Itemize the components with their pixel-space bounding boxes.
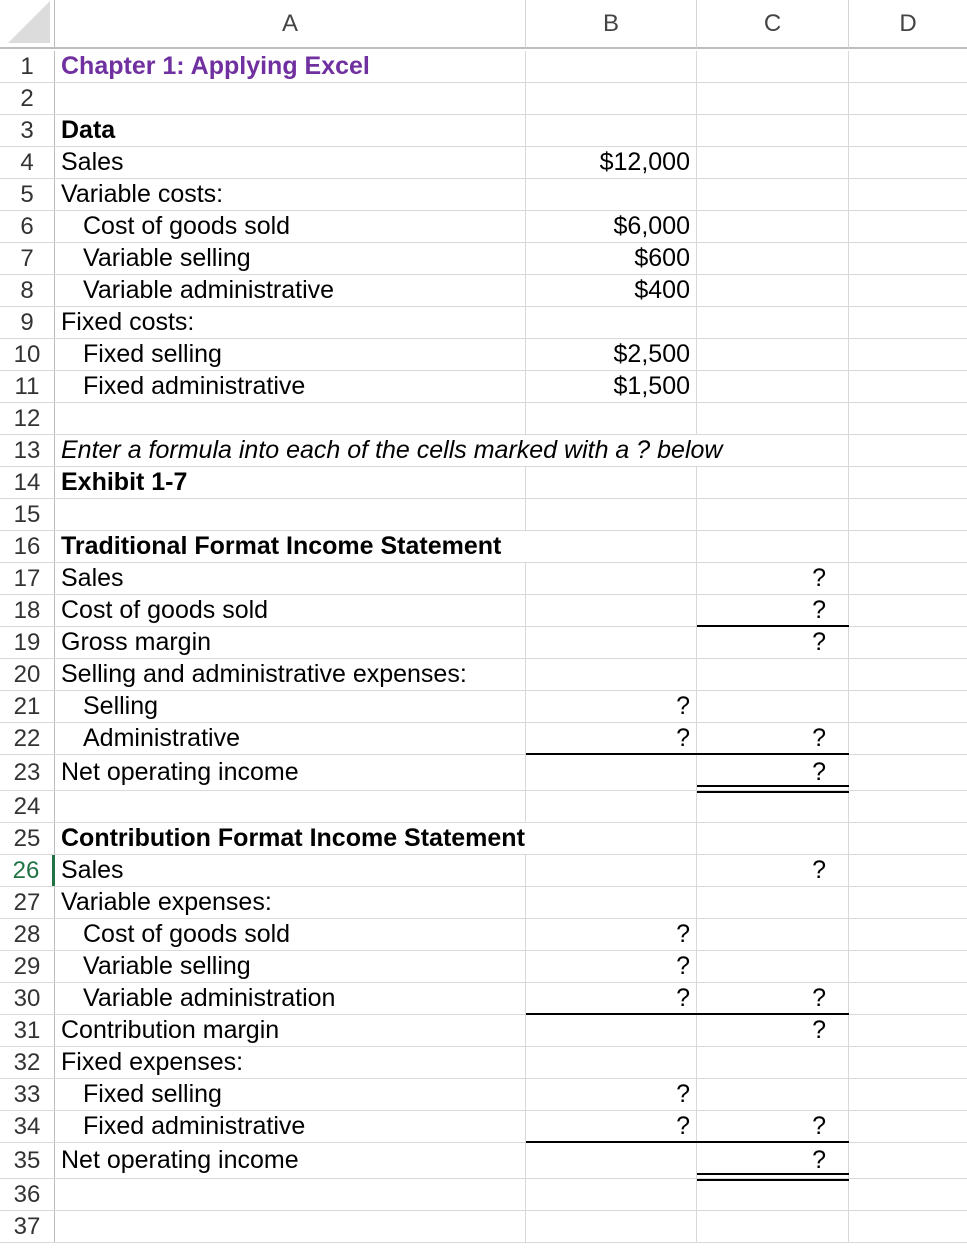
cell-c21[interactable] <box>697 691 849 722</box>
row-header-24[interactable]: 24 <box>0 791 55 822</box>
cell-c12[interactable] <box>697 403 849 434</box>
cell-b28[interactable]: ? <box>526 919 697 950</box>
sheet-row-12 <box>0 403 967 435</box>
cell-d26[interactable] <box>849 855 967 886</box>
cell-b34[interactable]: ? <box>526 1111 697 1142</box>
cell-c20[interactable] <box>697 659 849 690</box>
row-header-36[interactable]: 36 <box>0 1179 55 1210</box>
cell-d12[interactable] <box>849 403 967 434</box>
row-header-23[interactable]: 23 <box>0 755 55 790</box>
row-header-9[interactable]: 9 <box>0 307 55 338</box>
row-header-25[interactable]: 25 <box>0 823 55 854</box>
cell-c1[interactable] <box>697 51 849 82</box>
sheet-row-9 <box>0 307 967 339</box>
cell-b4[interactable]: $12,000 <box>526 147 697 178</box>
cell-b19[interactable] <box>526 627 697 658</box>
cell-a6[interactable]: Cost of goods sold <box>55 211 526 242</box>
cell-b1[interactable] <box>526 51 697 82</box>
cell-a24[interactable] <box>55 791 526 822</box>
cell-b32[interactable] <box>526 1047 697 1078</box>
cell-b5[interactable] <box>526 179 697 210</box>
sheet-row-8 <box>0 275 967 307</box>
cell-b18[interactable] <box>526 595 697 626</box>
cell-a21[interactable]: Selling <box>55 691 526 722</box>
cell-a2[interactable] <box>55 83 526 114</box>
sheet-row-27 <box>0 887 967 919</box>
sheet-row-18 <box>0 595 967 627</box>
cell-a25[interactable]: Contribution Format Income Statement <box>61 824 525 852</box>
cell-c18[interactable]: ? <box>697 595 849 626</box>
row-header-30[interactable]: 30 <box>0 983 55 1014</box>
sheet-row-31 <box>0 1015 967 1047</box>
cell-b17[interactable] <box>526 563 697 594</box>
cell-a8[interactable]: Variable administrative <box>55 275 526 306</box>
cell-b26[interactable] <box>526 855 697 886</box>
cell-a29[interactable]: Variable selling <box>55 951 526 982</box>
cell-d3[interactable] <box>849 115 967 146</box>
cell-c36[interactable] <box>697 1179 849 1210</box>
cell-b3[interactable] <box>526 115 697 146</box>
cell-d27[interactable] <box>849 887 967 918</box>
cell-c37[interactable] <box>697 1211 849 1242</box>
cell-c6[interactable] <box>697 211 849 242</box>
cell-c30[interactable]: ? <box>697 983 849 1014</box>
cell-d16[interactable] <box>849 531 967 562</box>
row-header-34[interactable]: 34 <box>0 1111 55 1142</box>
row-header-21[interactable]: 21 <box>0 691 55 722</box>
cell-b15[interactable] <box>526 499 697 530</box>
double-underline-c35 <box>697 1173 849 1181</box>
sheet-row-4 <box>0 147 967 179</box>
row-header-14[interactable]: 14 <box>0 467 55 498</box>
sheet-row-24 <box>0 791 967 823</box>
row-header-19[interactable]: 19 <box>0 627 55 658</box>
cell-a5[interactable]: Variable costs: <box>55 179 526 210</box>
cell-a1[interactable]: Chapter 1: Applying Excel <box>55 51 526 82</box>
cell-c29[interactable] <box>697 951 849 982</box>
cell-c17[interactable]: ? <box>697 563 849 594</box>
cell-a36[interactable] <box>55 1179 526 1210</box>
underline-b34 <box>526 1141 697 1143</box>
cell-a30[interactable]: Variable administration <box>55 983 526 1014</box>
row-header-26[interactable]: 26 <box>0 855 55 886</box>
row-header-28[interactable]: 28 <box>0 919 55 950</box>
cell-c5[interactable] <box>697 179 849 210</box>
cell-c15[interactable] <box>697 499 849 530</box>
row-header-37[interactable]: 37 <box>0 1211 55 1242</box>
cell-d32[interactable] <box>849 1047 967 1078</box>
sheet-row-15 <box>0 499 967 531</box>
cell-b27[interactable] <box>526 887 697 918</box>
cell-d20[interactable] <box>849 659 967 690</box>
underline-c22 <box>697 753 849 755</box>
sheet-row-16 <box>0 531 967 563</box>
cell-c10[interactable] <box>697 339 849 370</box>
cell-c27[interactable] <box>697 887 849 918</box>
sheet-row-22 <box>0 723 967 755</box>
row-header-11[interactable]: 11 <box>0 371 55 402</box>
underline-c34 <box>697 1141 849 1143</box>
cell-d14[interactable] <box>849 467 967 498</box>
cell-d6[interactable] <box>849 211 967 242</box>
cell-d35[interactable] <box>849 1143 967 1178</box>
cell-c14[interactable] <box>697 467 849 498</box>
row-header-33[interactable]: 33 <box>0 1079 55 1110</box>
row-header-6[interactable]: 6 <box>0 211 55 242</box>
cell-c4[interactable] <box>697 147 849 178</box>
underline-c30 <box>697 1013 849 1015</box>
cell-a23[interactable]: Net operating income <box>55 755 526 790</box>
cell-b2[interactable] <box>526 83 697 114</box>
cell-a20[interactable]: Selling and administrative expenses: <box>55 659 526 690</box>
sheet-row-37 <box>0 1211 967 1243</box>
underline-b22 <box>526 753 697 755</box>
cell-d24[interactable] <box>849 791 967 822</box>
cell-c19[interactable]: ? <box>697 627 849 658</box>
cell-c31[interactable]: ? <box>697 1015 849 1046</box>
cell-b14[interactable] <box>526 467 697 498</box>
sheet-row-7 <box>0 243 967 275</box>
cell-c25[interactable] <box>697 823 849 854</box>
cell-a12[interactable] <box>55 403 526 434</box>
cell-d36[interactable] <box>849 1179 967 1210</box>
sheet-row-10 <box>0 339 967 371</box>
cell-a32[interactable]: Fixed expenses: <box>55 1047 526 1078</box>
cell-c16[interactable] <box>697 531 849 562</box>
sheet-row-32 <box>0 1047 967 1079</box>
cell-a17[interactable]: Sales <box>55 563 526 594</box>
cell-b10[interactable]: $2,500 <box>526 339 697 370</box>
cell-b29[interactable]: ? <box>526 951 697 982</box>
sheet-row-14 <box>0 467 967 499</box>
cell-a15[interactable] <box>55 499 526 530</box>
cell-d22[interactable] <box>849 723 967 754</box>
column-header-d[interactable]: D <box>849 0 967 49</box>
row-header-20[interactable]: 20 <box>0 659 55 690</box>
sheet-row-30 <box>0 983 967 1015</box>
cell-b24[interactable] <box>526 791 697 822</box>
column-header-a[interactable]: A <box>55 0 526 49</box>
cell-b6[interactable]: $6,000 <box>526 211 697 242</box>
cell-d31[interactable] <box>849 1015 967 1046</box>
cell-c3[interactable] <box>697 115 849 146</box>
cell-a16[interactable]: Traditional Format Income Statement <box>61 532 502 560</box>
row-header-10[interactable]: 10 <box>0 339 55 370</box>
underline-b30 <box>526 1013 697 1015</box>
select-all-icon <box>8 1 50 43</box>
sheet-row-19 <box>0 627 967 659</box>
row-header-22[interactable]: 22 <box>0 723 55 754</box>
sheet-row-29 <box>0 951 967 983</box>
cell-b9[interactable] <box>526 307 697 338</box>
row-header-35[interactable]: 35 <box>0 1143 55 1178</box>
underline-c18 <box>697 625 849 627</box>
cell-d21[interactable] <box>849 691 967 722</box>
sheet-row-11 <box>0 371 967 403</box>
cell-a28[interactable]: Cost of goods sold <box>55 919 526 950</box>
sheet-row-6 <box>0 211 967 243</box>
row-header-5[interactable]: 5 <box>0 179 55 210</box>
cell-d23[interactable] <box>849 755 967 790</box>
cell-c11[interactable] <box>697 371 849 402</box>
cell-d28[interactable] <box>849 919 967 950</box>
cell-b7[interactable]: $600 <box>526 243 697 274</box>
cell-c22[interactable]: ? <box>697 723 849 754</box>
row-header-4[interactable]: 4 <box>0 147 55 178</box>
cell-a26[interactable]: Sales <box>55 855 526 886</box>
cell-d30[interactable] <box>849 983 967 1014</box>
sheet-row-2 <box>0 83 967 115</box>
double-underline-c23 <box>697 785 849 793</box>
cell-b8[interactable]: $400 <box>526 275 697 306</box>
sheet-row-26 <box>0 855 967 887</box>
cell-c26[interactable]: ? <box>697 855 849 886</box>
cell-d10[interactable] <box>849 339 967 370</box>
cell-d7[interactable] <box>849 243 967 274</box>
cell-a3[interactable]: Data <box>55 115 526 146</box>
cell-d19[interactable] <box>849 627 967 658</box>
cell-d37[interactable] <box>849 1211 967 1242</box>
cell-d11[interactable] <box>849 371 967 402</box>
cell-a31[interactable]: Contribution margin <box>55 1015 526 1046</box>
cell-b36[interactable] <box>526 1179 697 1210</box>
row-header-16[interactable]: 16 <box>0 531 55 562</box>
row-header-1[interactable]: 1 <box>0 51 55 82</box>
row-header-7[interactable]: 7 <box>0 243 55 274</box>
cell-c28[interactable] <box>697 919 849 950</box>
row-header-13[interactable]: 13 <box>0 435 55 466</box>
cell-a7[interactable]: Variable selling <box>55 243 526 274</box>
cell-d8[interactable] <box>849 275 967 306</box>
cell-d17[interactable] <box>849 563 967 594</box>
cell-d1[interactable] <box>849 51 967 82</box>
cell-c35[interactable]: ? <box>697 1143 849 1178</box>
row-header-31[interactable]: 31 <box>0 1015 55 1046</box>
cell-b20[interactable] <box>526 659 697 690</box>
cell-d15[interactable] <box>849 499 967 530</box>
column-header-b[interactable]: B <box>526 0 697 49</box>
sheet-row-13 <box>0 435 967 467</box>
cell-d33[interactable] <box>849 1079 967 1110</box>
cell-d34[interactable] <box>849 1111 967 1142</box>
sheet-row-36 <box>0 1179 967 1211</box>
row-header-32[interactable]: 32 <box>0 1047 55 1078</box>
sheet-row-21 <box>0 691 967 723</box>
cell-a22[interactable]: Administrative <box>55 723 526 754</box>
cell-b25[interactable] <box>526 823 697 854</box>
cell-d29[interactable] <box>849 951 967 982</box>
row-header-27[interactable]: 27 <box>0 887 55 918</box>
cell-b30[interactable]: ? <box>526 983 697 1014</box>
sheet-row-28 <box>0 919 967 951</box>
cell-a18[interactable]: Cost of goods sold <box>55 595 526 626</box>
cell-a19[interactable]: Gross margin <box>55 627 526 658</box>
cell-d25[interactable] <box>849 823 967 854</box>
cell-b31[interactable] <box>526 1015 697 1046</box>
cell-a14[interactable]: Exhibit 1-7 <box>55 467 526 498</box>
cell-b33[interactable]: ? <box>526 1079 697 1110</box>
cell-b35[interactable] <box>526 1143 697 1178</box>
cell-c23[interactable]: ? <box>697 755 849 790</box>
cell-a34[interactable]: Fixed administrative <box>55 1111 526 1142</box>
row-header-12[interactable]: 12 <box>0 403 55 434</box>
cell-b21[interactable]: ? <box>526 691 697 722</box>
cell-b16[interactable] <box>526 531 697 562</box>
row-header-2[interactable]: 2 <box>0 83 55 114</box>
column-header-c[interactable]: C <box>697 0 849 49</box>
row-header-17[interactable]: 17 <box>0 563 55 594</box>
cell-d4[interactable] <box>849 147 967 178</box>
row-header-8[interactable]: 8 <box>0 275 55 306</box>
cell-a13[interactable]: Enter a formula into each of the cells marked with a ? below <box>61 436 723 464</box>
cell-a9[interactable]: Fixed costs: <box>55 307 526 338</box>
cell-c2[interactable] <box>697 83 849 114</box>
sheet-row-5 <box>0 179 967 211</box>
cell-d18[interactable] <box>849 595 967 626</box>
sheet-row-20 <box>0 659 967 691</box>
row-header-15[interactable]: 15 <box>0 499 55 530</box>
cell-c32[interactable] <box>697 1047 849 1078</box>
cell-a11[interactable]: Fixed administrative <box>55 371 526 402</box>
cell-d2[interactable] <box>849 83 967 114</box>
cell-a37[interactable] <box>55 1211 526 1242</box>
cell-c9[interactable] <box>697 307 849 338</box>
cell-b37[interactable] <box>526 1211 697 1242</box>
sheet-row-33 <box>0 1079 967 1111</box>
cell-c7[interactable] <box>697 243 849 274</box>
sheet-row-3 <box>0 115 967 147</box>
row-header-3[interactable]: 3 <box>0 115 55 146</box>
cell-d5[interactable] <box>849 179 967 210</box>
cell-c24[interactable] <box>697 791 849 822</box>
cell-d9[interactable] <box>849 307 967 338</box>
cell-b22[interactable]: ? <box>526 723 697 754</box>
cell-a4[interactable]: Sales <box>55 147 526 178</box>
sheet-row-1 <box>0 51 967 83</box>
cell-d13[interactable] <box>849 435 967 466</box>
select-all-corner[interactable] <box>0 0 55 49</box>
cell-a10[interactable]: Fixed selling <box>55 339 526 370</box>
sheet-row-34 <box>0 1111 967 1143</box>
cell-a33[interactable]: Fixed selling <box>55 1079 526 1110</box>
cell-b23[interactable] <box>526 755 697 790</box>
row-header-18[interactable]: 18 <box>0 595 55 626</box>
sheet-row-25 <box>0 823 967 855</box>
cell-c34[interactable]: ? <box>697 1111 849 1142</box>
cell-c33[interactable] <box>697 1079 849 1110</box>
cell-b11[interactable]: $1,500 <box>526 371 697 402</box>
cell-b12[interactable] <box>526 403 697 434</box>
cell-a35[interactable]: Net operating income <box>55 1143 526 1178</box>
row-header-29[interactable]: 29 <box>0 951 55 982</box>
cell-c8[interactable] <box>697 275 849 306</box>
sheet-row-17 <box>0 563 967 595</box>
cell-a27[interactable]: Variable expenses: <box>55 887 526 918</box>
